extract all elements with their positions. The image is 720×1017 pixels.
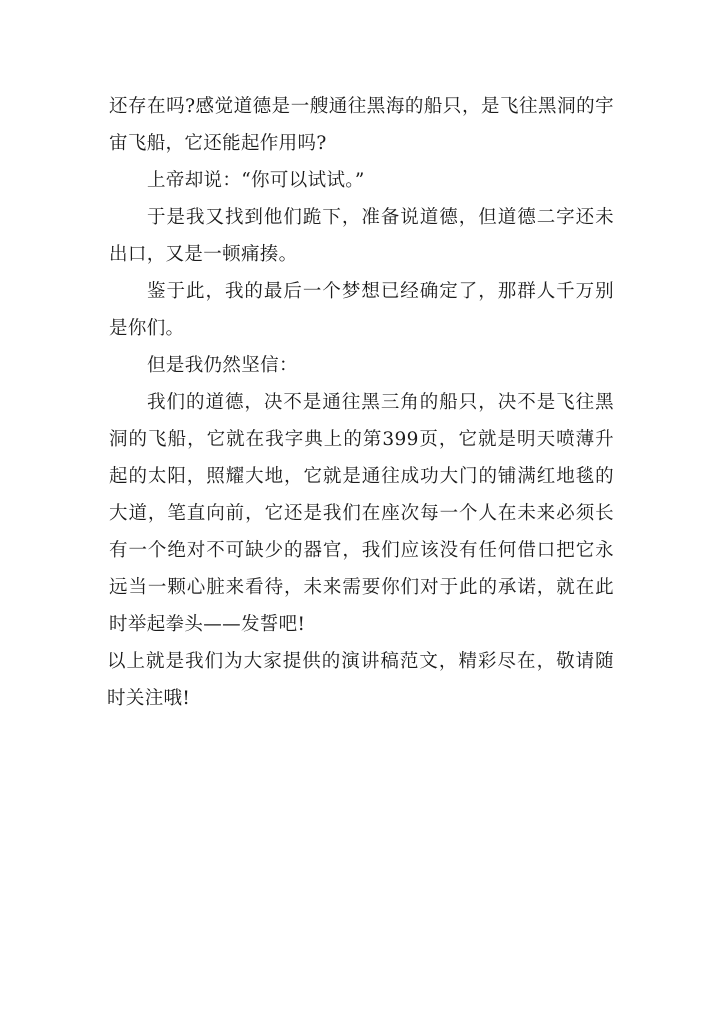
paragraph-beaten: 于是我又找到他们跪下，准备说道德，但道德二字还未出口，又是一顿痛揍。 [109,207,614,265]
document-body [109,88,614,717]
paragraph-continuation: 还存在吗?感觉道德是一艘通往黑海的船只，是飞往黑洞的宇宙飞船，它还能起作用吗? [109,96,614,154]
paragraph-believe: 但是我仍然坚信： [147,355,298,376]
paragraph-last-dream: 鉴于此，我的最后一个梦想已经确定了，那群人千万别是你们。 [109,281,614,339]
closing-note: 以上就是我们为大家提供的演讲稿范文，精彩尽在，敬请随时关注哦! [107,651,614,709]
paragraph-god-says: 上帝却说：“你可以试试。” [147,170,365,191]
paragraph-morality: 我们的道德，决不是通往黑三角的船只，决不是飞往黑洞的飞船，它就在我字典上的第399页，它就是明天喷薄升起的太阳，照耀大地，它就是通往成功大门的铺满红地毯的大道，笔直向前，它还是我们在座次每一个人在未来必须长有一个绝对不可缺少的器官，我们应该没有任何借口把它永远当一颗心脏来看待，未来需要你们对于此的承诺，就在此时举起拳头——发誓吧! [109,392,614,635]
